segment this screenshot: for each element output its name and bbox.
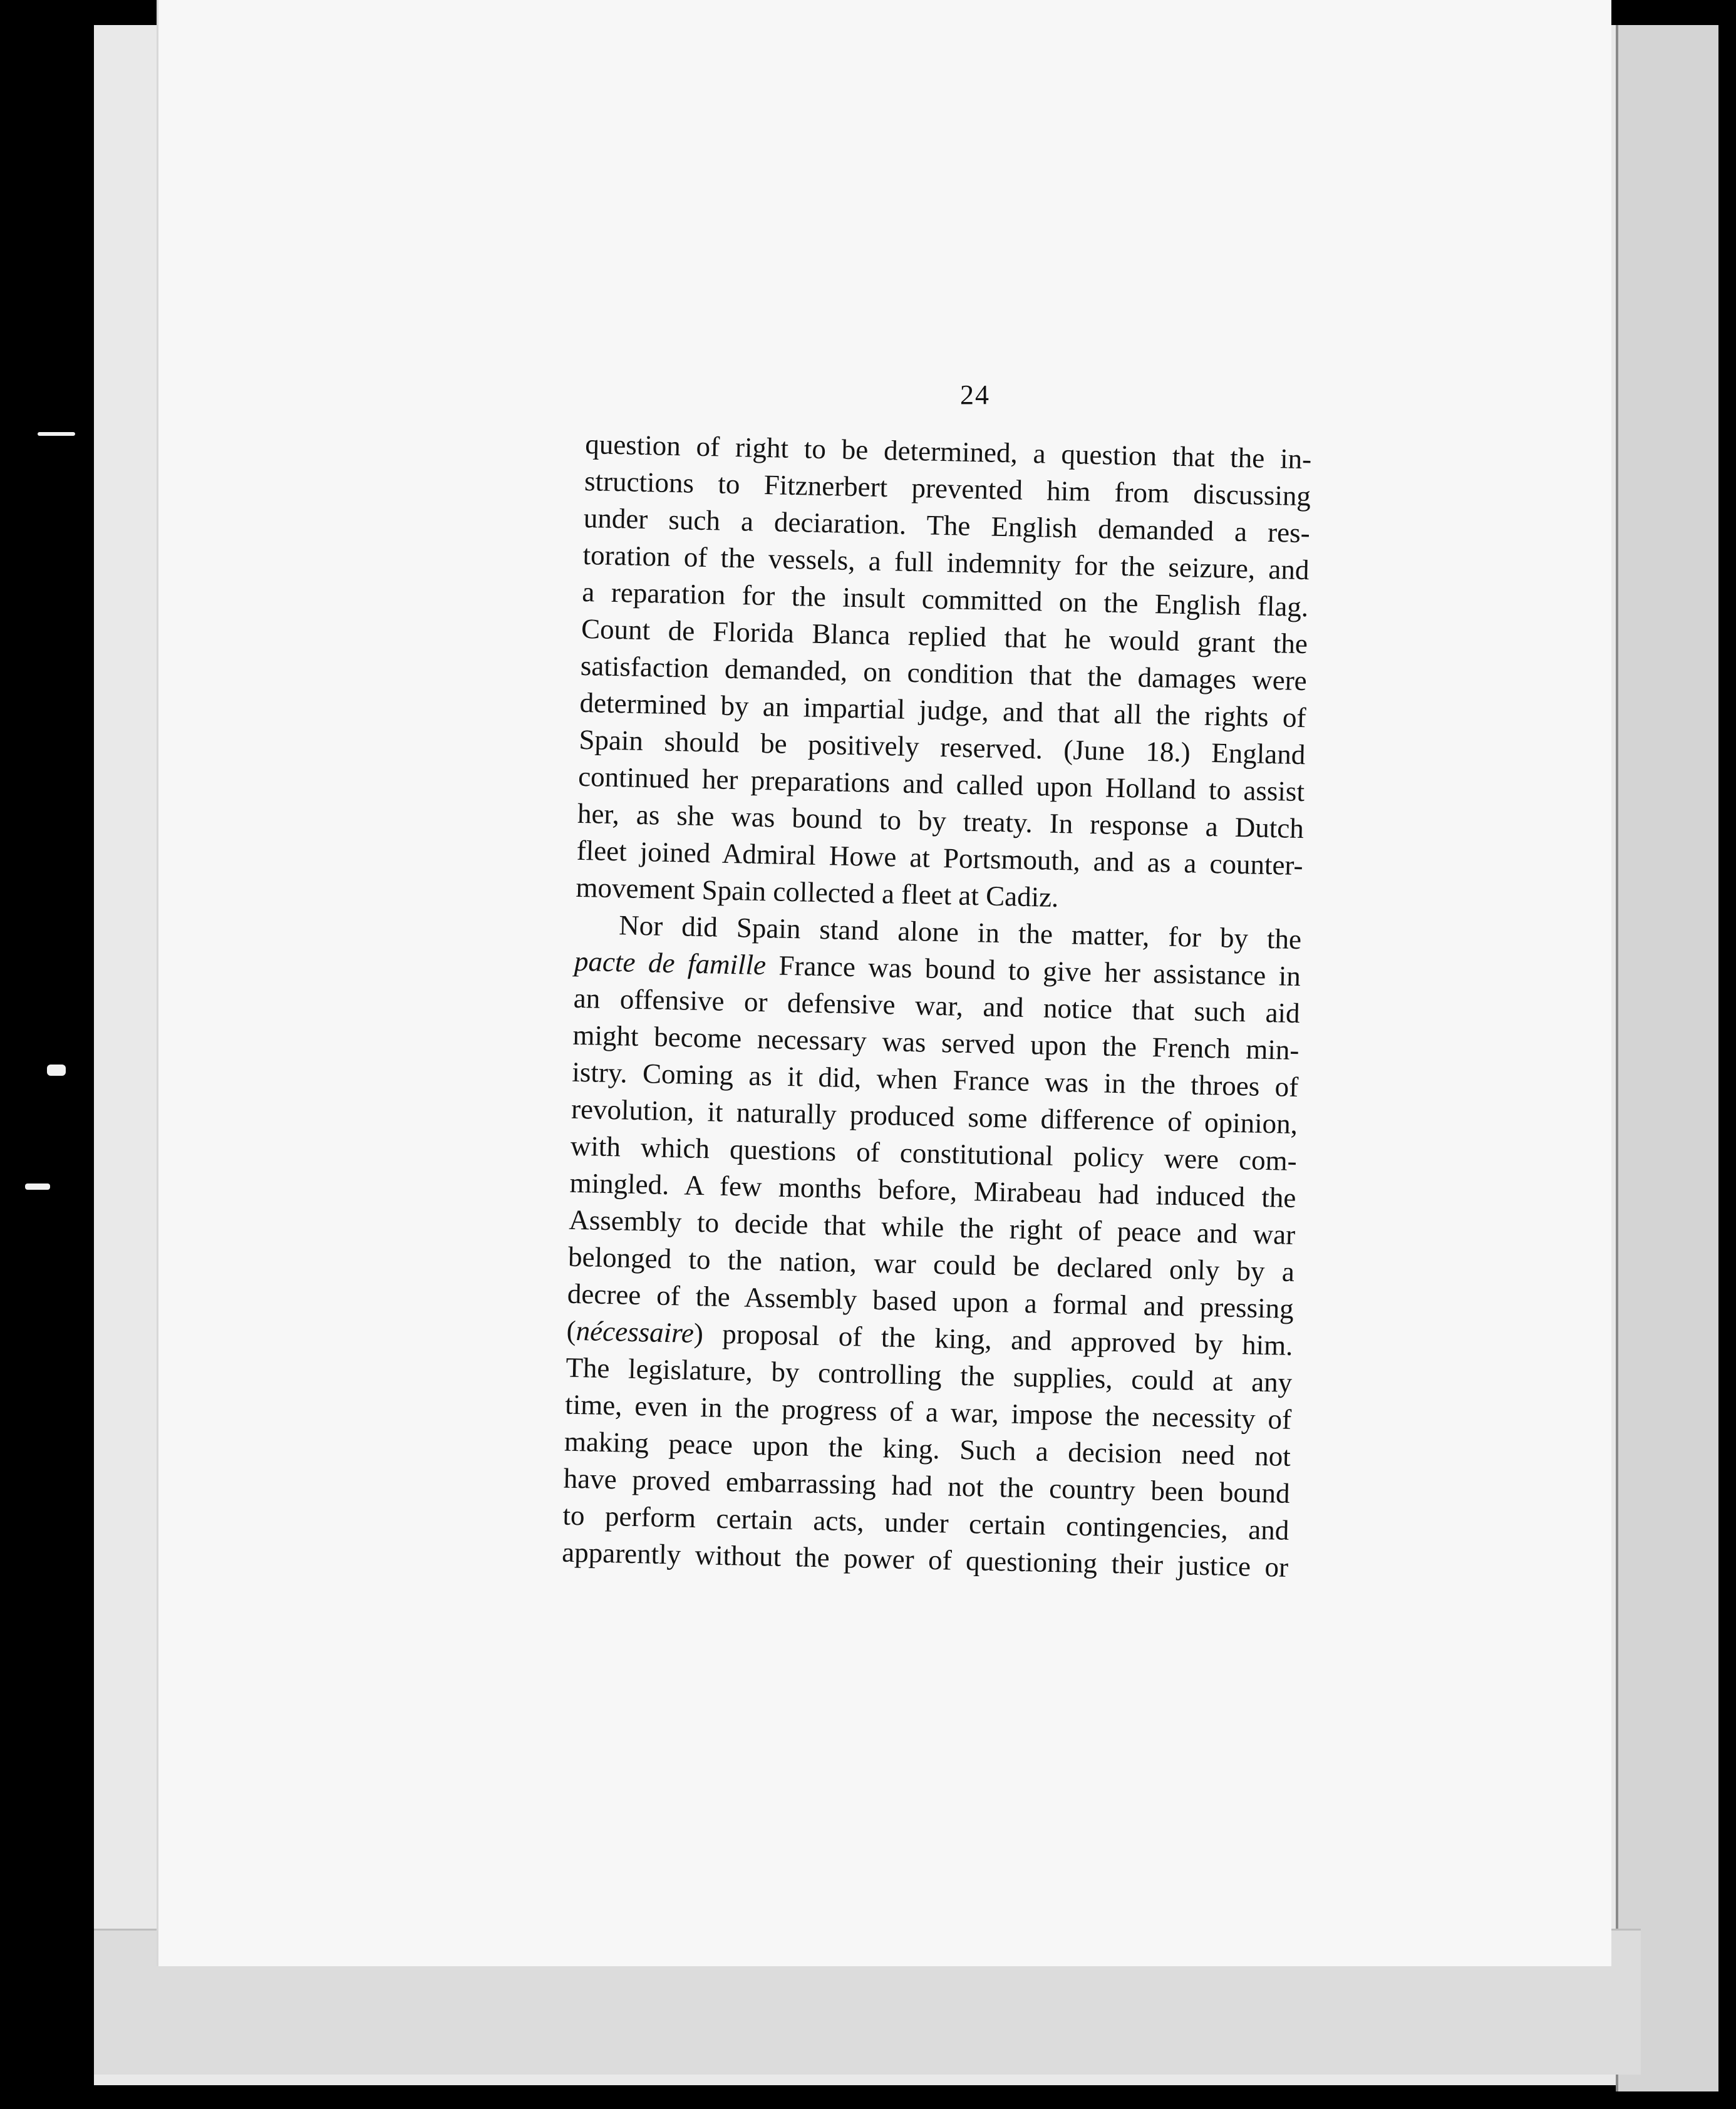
paper-scrap bbox=[47, 1065, 66, 1076]
text-line: continued her preparations and called upon Holland to assist bbox=[577, 760, 1305, 808]
text-line: pacte de famille France was bound to give her assistance in bbox=[574, 945, 1301, 993]
paper-scrap bbox=[38, 432, 75, 436]
text-line: Assembly to decide that while the right of peace and war bbox=[568, 1204, 1296, 1251]
adjacent-page-edge bbox=[1616, 25, 1718, 2091]
text-line: determined by an impartial judge, and that all the rights of bbox=[579, 686, 1307, 734]
text-line: Nor did Spain stand alone in the matter, for by the bbox=[618, 909, 1302, 956]
text-line: movement Spain collected a fleet at Cadiz. bbox=[576, 871, 1059, 913]
text-line: an offensive or defensive war, and notice that such aid bbox=[573, 982, 1301, 1029]
text-line: mingled. A few months before, Mirabeau had induced the bbox=[569, 1167, 1296, 1214]
text-line: The legislature, by controlling the supplies, could at any bbox=[565, 1351, 1293, 1398]
text-line: structions to Fitznerbert prevented him from discussing bbox=[584, 465, 1311, 512]
body-text bbox=[562, 426, 1312, 1586]
text-line: fleet joined Admiral Howe at Portsmouth, and as a counter- bbox=[576, 834, 1304, 882]
text-line: with which questions of constitutional policy were com- bbox=[570, 1130, 1298, 1177]
text-line: apparently without the power of questioning their justice or bbox=[561, 1536, 1289, 1583]
text-line: satisfaction demanded, on condition that the damages were bbox=[580, 649, 1308, 697]
text-line: have proved embarrassing had not the country been bound bbox=[563, 1462, 1291, 1509]
text-line: decree of the Assembly based upon a formal and pressing bbox=[567, 1277, 1294, 1324]
text-line: (nécessaire) proposal of the king, and approved by him. bbox=[566, 1314, 1294, 1361]
text-line: to perform certain acts, under certain contingencies, and bbox=[562, 1499, 1289, 1546]
text-line: revolution, it naturally produced some difference of opinion, bbox=[571, 1093, 1298, 1140]
page-number: 24 bbox=[960, 379, 990, 410]
paper-scrap bbox=[25, 1183, 50, 1190]
text-line: istry. Coming as it did, when France was in the throes of bbox=[571, 1056, 1299, 1103]
text-line: her, as she was bound to by treaty. In response a Dutch bbox=[577, 797, 1305, 845]
text-line: time, even in the progress of a war, impose the necessity of bbox=[564, 1388, 1292, 1435]
text-line: Count de Florida Blanca replied that he would grant the bbox=[581, 612, 1308, 660]
text-line: a reparation for the insult committed on the English flag. bbox=[581, 575, 1309, 623]
text-line: toration of the vessels, a full indemnity for the seizure, and bbox=[582, 539, 1310, 586]
text-line: under such a deciaration. The English demanded a res- bbox=[583, 502, 1311, 549]
text-line: belonged to the nation, war could be declared only by a bbox=[567, 1240, 1295, 1287]
text-line: making peace upon the king. Such a decision need not bbox=[564, 1425, 1291, 1472]
text-line: Spain should be positively reserved. (June 18.) England bbox=[578, 723, 1306, 771]
text-line: question of right to be determined, a question that the in- bbox=[584, 428, 1312, 475]
text-line: might become necessary was served upon the French min- bbox=[572, 1019, 1299, 1066]
